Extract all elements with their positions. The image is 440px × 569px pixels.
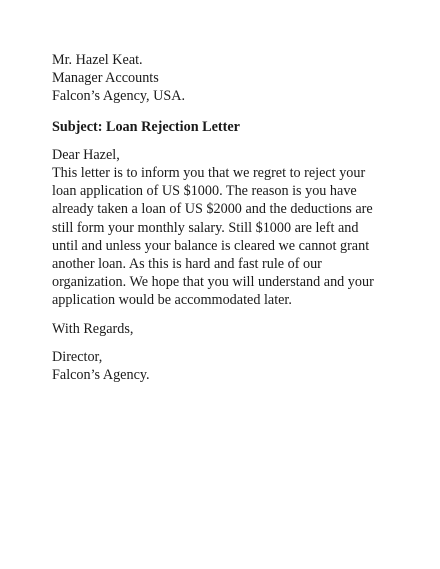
signature-organization: Falcon’s Agency.	[52, 367, 150, 384]
signature-block	[52, 348, 392, 384]
recipient-name: Mr. Hazel Keat.	[52, 52, 143, 68]
body-line: application would be accommodated later.	[52, 292, 292, 309]
body-line: another loan. As this is hard and fast rule of our	[52, 256, 322, 273]
recipient-organization: Falcon’s Agency, USA.	[52, 88, 186, 105]
letter-document	[52, 51, 392, 384]
signature-title: Director,	[52, 348, 103, 365]
body-line: until and unless your balance is cleared we cannot grant	[52, 237, 370, 254]
letter-subject: Subject: Loan Rejection Letter	[52, 118, 240, 135]
recipient-address	[52, 51, 392, 106]
body-line: still form your monthly salary. Still $1000 are left and	[52, 219, 359, 236]
letter-body	[52, 164, 392, 310]
body-line: already taken a loan of US $2000 and the deductions are	[52, 201, 373, 218]
recipient-title: Manager Accounts	[52, 70, 159, 87]
body-line: loan application of US $1000. The reason is you have	[52, 183, 357, 200]
body-line: organization. We hope that you will understand and your	[52, 274, 374, 291]
letter-salutation: Dear Hazel,	[52, 146, 120, 163]
letter-closing: With Regards,	[52, 320, 134, 337]
body-line: This letter is to inform you that we regret to reject your	[52, 165, 366, 182]
